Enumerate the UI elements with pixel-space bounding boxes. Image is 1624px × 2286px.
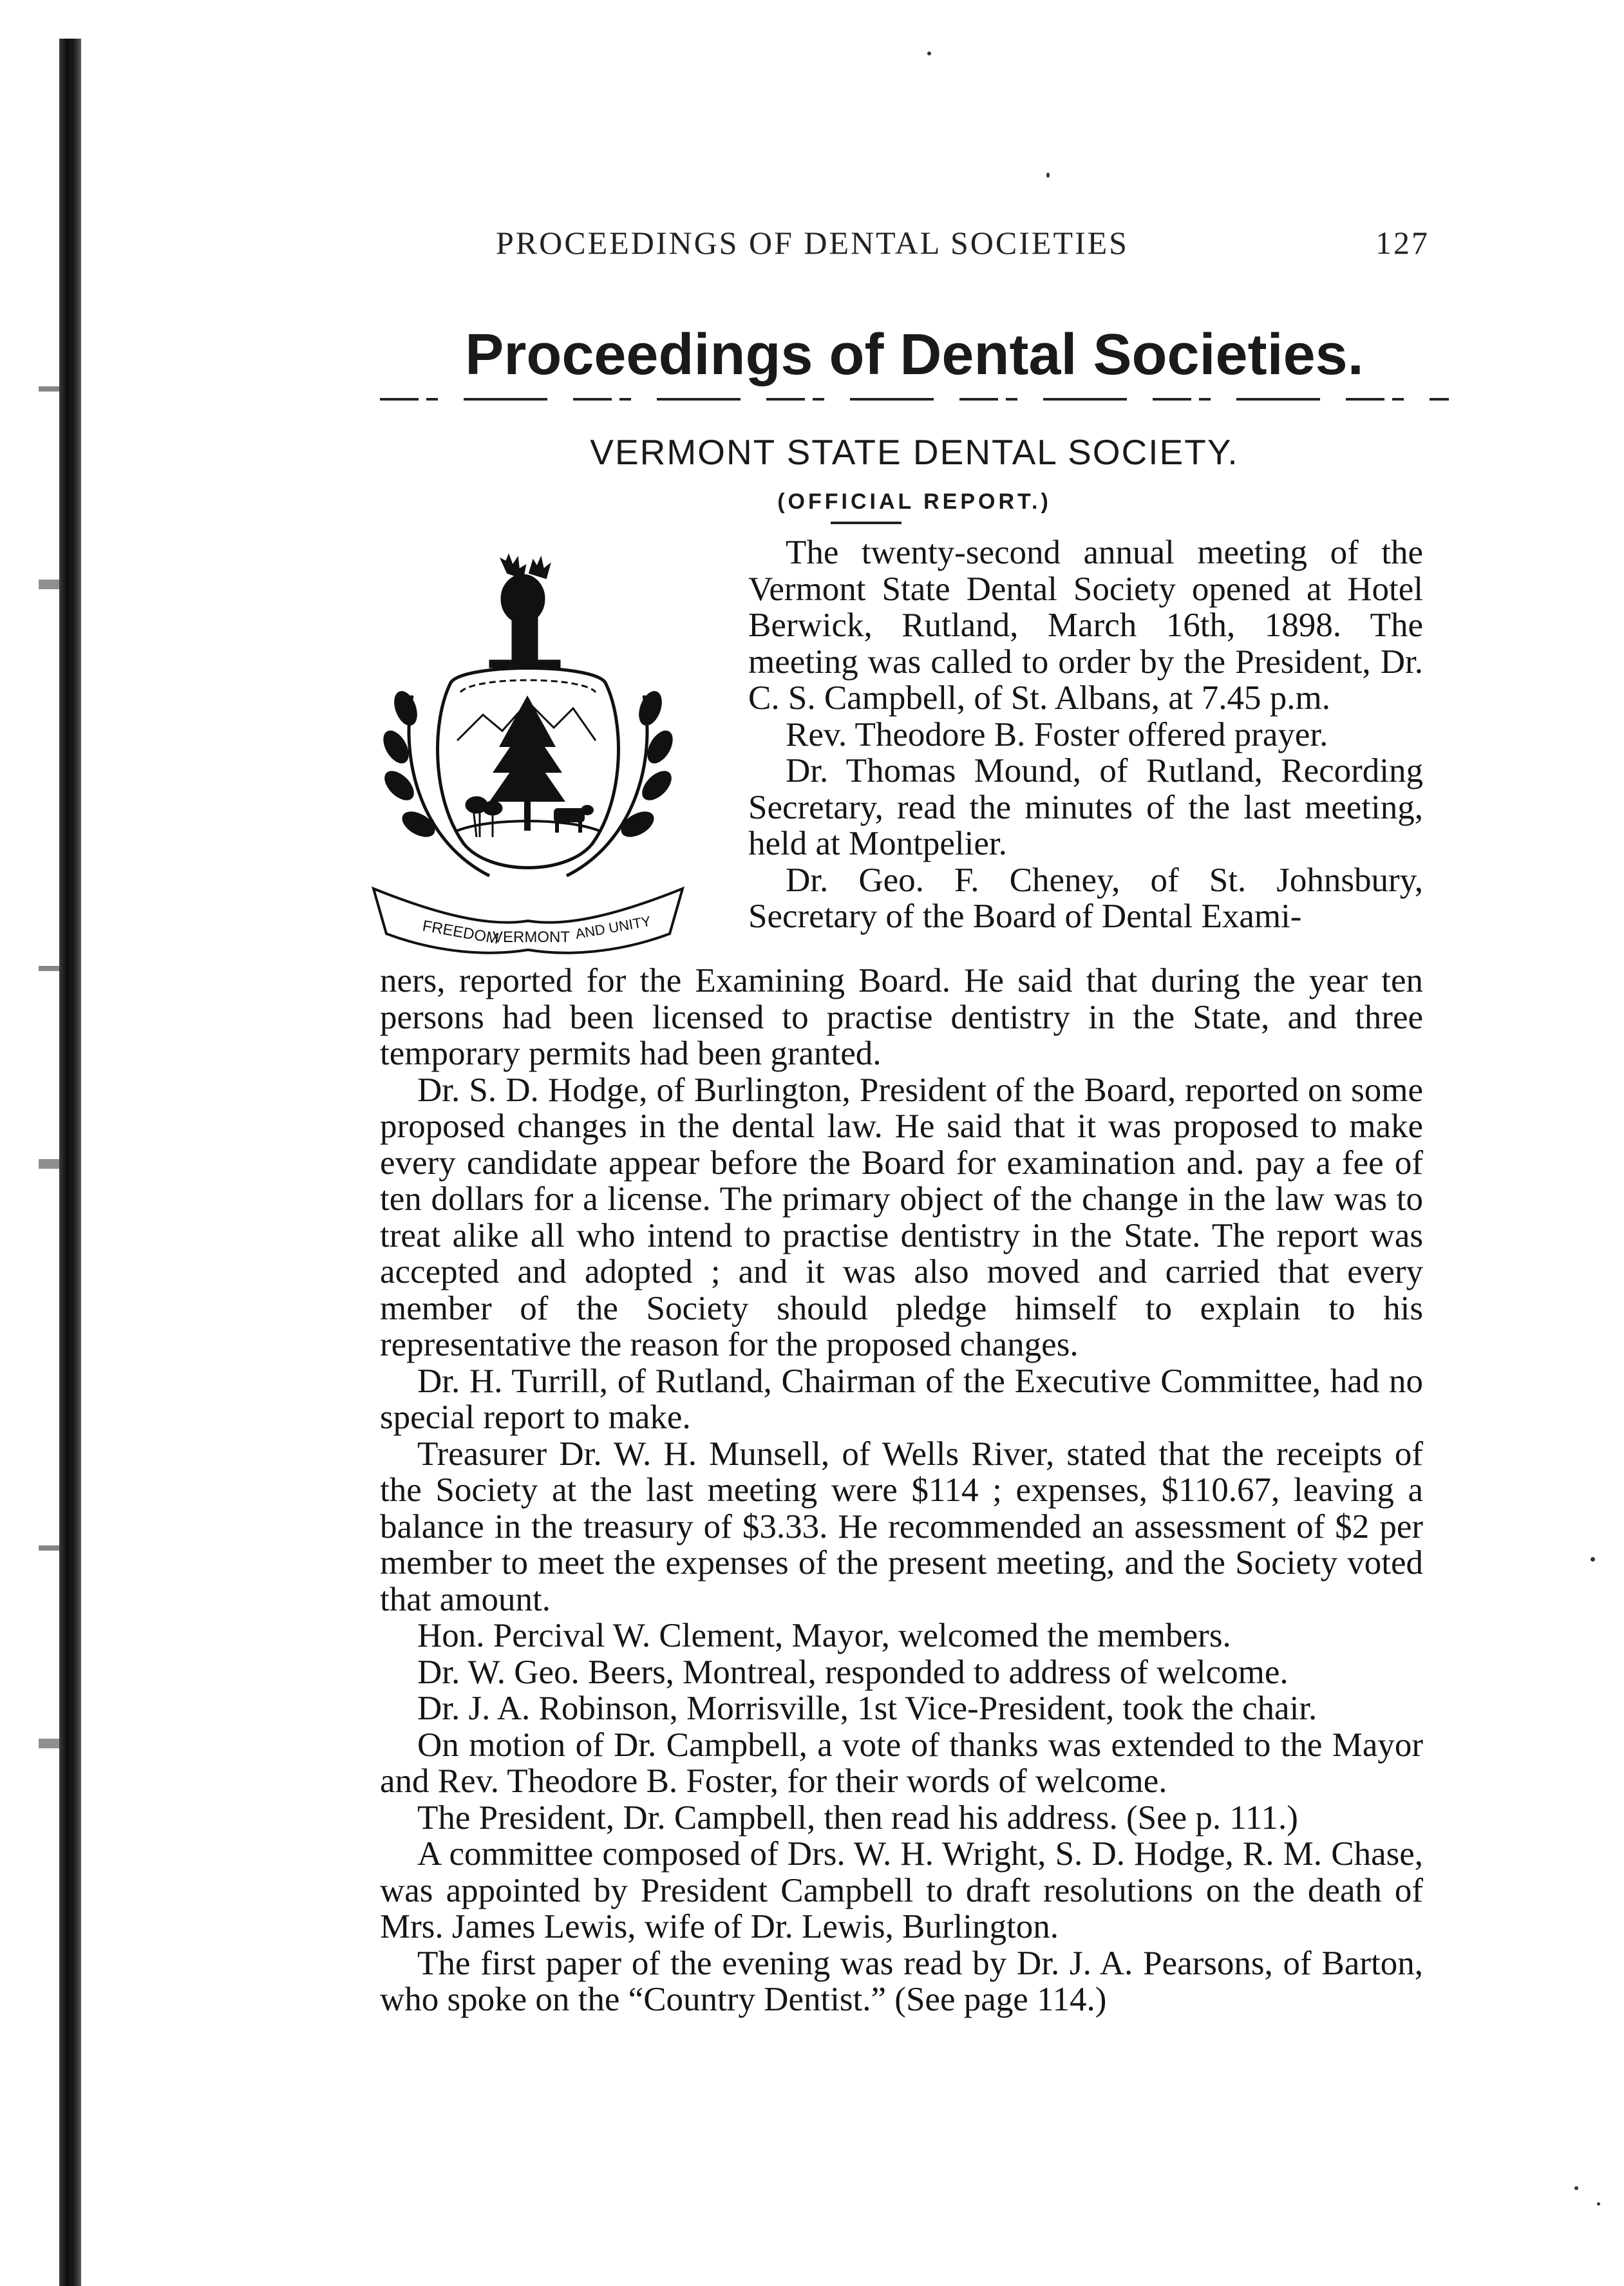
main-text — [380, 963, 1423, 2018]
scan-speck — [1046, 173, 1050, 178]
seal-motto-center: VERMONT — [493, 929, 570, 946]
paragraph: A committee composed of Drs. W. H. Wright, S. D. Hodge, R. M. Chase, was appointed by President Campbell to draft resolutions on the death of Mrs. James Lewis, wife of Dr. Lewis, Burlington. — [380, 1835, 1423, 1945]
section-divider — [831, 522, 902, 524]
page-binding-edge — [59, 39, 81, 2286]
article-title: Proceedings of Dental Societies. — [465, 323, 1364, 387]
paragraph: Dr. Geo. F. Cheney, of St. Johnsbury, Secretary of the Board of Dental Exami- — [748, 861, 1423, 935]
paragraph: Rev. Theodore B. Foster offered prayer. — [786, 715, 1328, 753]
paragraph: The President, Dr. Campbell, then read his address. (See p. 111.) — [417, 1799, 1298, 1837]
seal-motto-right: AND UNITY — [574, 912, 652, 942]
paragraph: Dr. H. Turrill, of Rutland, Chairman of the Executive Committee, had no special report to make. — [380, 1362, 1423, 1436]
vermont-seal-icon — [361, 554, 695, 959]
page-number: 127 — [1375, 225, 1430, 261]
paragraph: Dr. Thomas Mound, of Rutland, Recording Secretary, read the minutes of the last meeting, held at Montpelier. — [748, 752, 1423, 862]
scan-speck — [927, 52, 931, 55]
seal-motto-left: FREEDOM — [420, 917, 500, 948]
paragraph: Treasurer Dr. W. H. Munsell, of Wells River, stated that the receipts of the Society at the last meeting were $114 ; expenses, $110.67, leaving a balance in the treasury of $3.33. He recommended an assessment of $2 per member to meet the expenses of the present meeting, and the Society voted that amount. — [380, 1435, 1423, 1618]
paragraph: Dr. W. Geo. Beers, Montreal, responded to address of welcome. — [417, 1653, 1289, 1691]
title-rule — [380, 398, 1449, 401]
text-beside-seal — [748, 534, 1423, 935]
scan-speck — [1574, 2186, 1578, 2190]
running-head — [496, 224, 1430, 261]
society-heading: VERMONT STATE DENTAL SOCIETY. — [590, 432, 1239, 472]
paragraph: The twenty-second annual meeting of the Vermont State Dental Society opened at Hotel Berwick, Rutland, March 16th, 1898. The meeting was called to order by the President, Dr. C. S. Campbell, of St. Albans, at 7.45 p.m. — [748, 534, 1423, 717]
paragraph: Dr. J. A. Robinson, Morrisville, 1st Vice-President, took the chair. — [417, 1690, 1317, 1727]
scan-speck — [1597, 2202, 1600, 2206]
paragraph-continuation: ners, reported for the Examining Board. He said that during the year ten persons had been licensed to practise dentistry in the State, and three temporary permits had been granted. — [380, 962, 1423, 1072]
report-subtitle: (OFFICIAL REPORT.) — [777, 489, 1052, 514]
paragraph: On motion of Dr. Campbell, a vote of thanks was extended to the Mayor and Rev. Theodore B. Foster, for their words of welcome. — [380, 1726, 1423, 1800]
running-title: PROCEEDINGS OF DENTAL SOCIETIES — [496, 225, 1129, 261]
scan-speck — [1591, 1557, 1595, 1562]
paragraph: The first paper of the evening was read by Dr. J. A. Pearsons, of Barton, who spoke on the “Country Dentist.” (See page 114.) — [380, 1944, 1423, 2018]
paragraph: Hon. Percival W. Clement, Mayor, welcomed the members. — [417, 1617, 1231, 1654]
paragraph: Dr. S. D. Hodge, of Burlington, President of the Board, reported on some proposed changes in the dental law. He said that it was proposed to make every candidate appear before the Board for examination and. pay a fee of ten dollars for a license. The primary object of the change in the law was to treat alike all who intend to practise dentistry in the State. The report was accepted and adopted ; and it was also moved and carried that every member of the Society should pledge himself to explain to his representative the reason for the proposed changes. — [380, 1071, 1423, 1363]
